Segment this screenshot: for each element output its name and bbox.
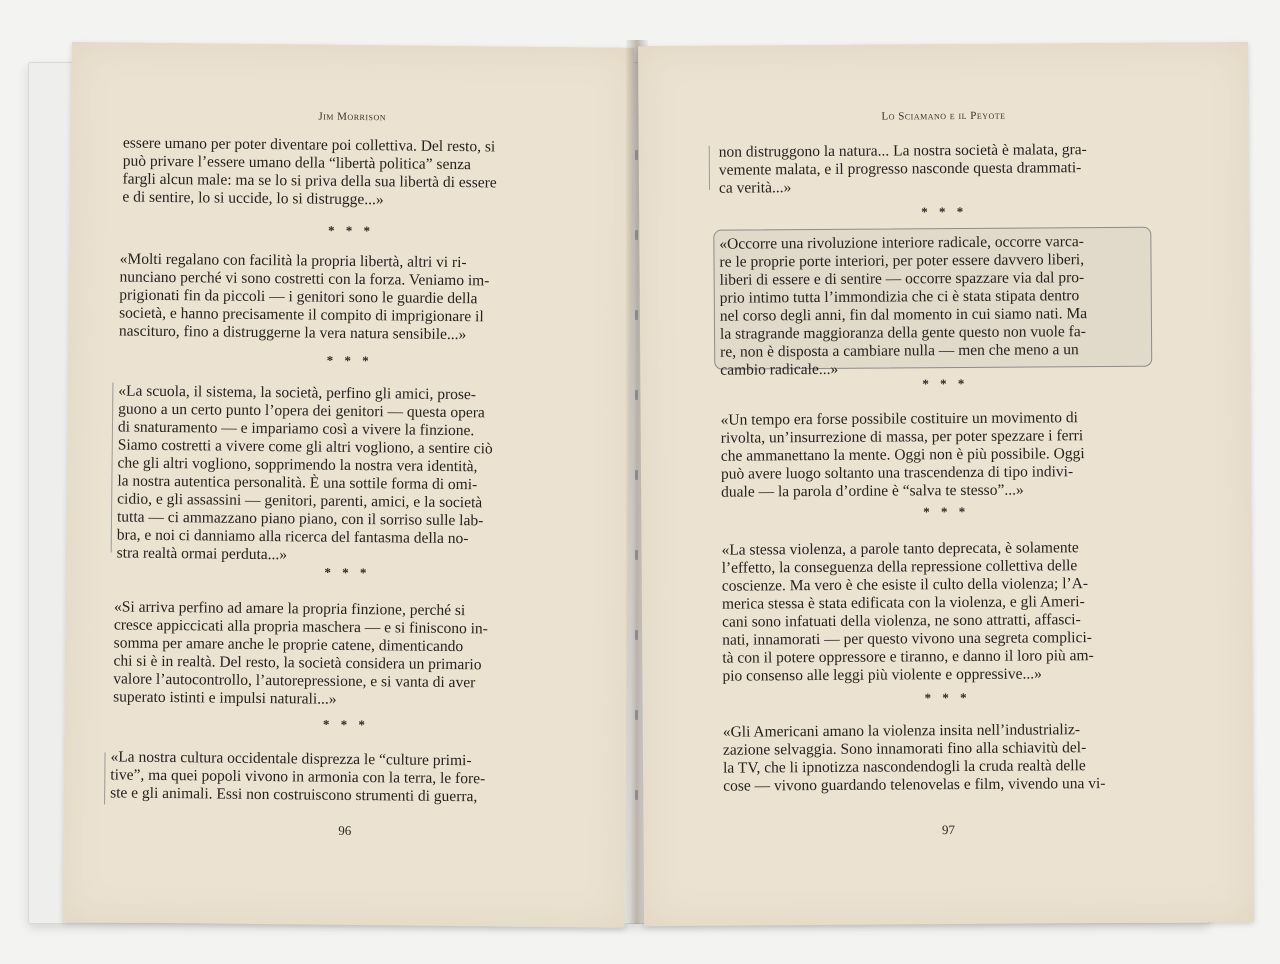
- right-paragraph-1: non distruggono la natura... La nostra società è malata, gra- vemente malata, e il progresso nasconde questa drammati- ca verità...»: [718, 141, 1087, 197]
- right-separator-1: * * *: [921, 203, 968, 220]
- right-paragraph-4: «La stessa violenza, a parole tanto deprecata, è solamente l’effetto, la conseguenza della repressione collettiva delle coscienze. Ma vero è che esiste il culto della violenza; l’A- merica stessa è stata edificata con la violenza, e gli Ameri- cani sono infatuati della violenza, ne sono attratti, affasci- nati, innamorati — per questo vivono una segreta complici- tà con il potere oppressore e tiranno, e danno il loro più am- pio consenso alle leggi più violente e oppressive...»: [721, 539, 1094, 685]
- left-paragraph-2: «Molti regalano con facilità la propria libertà, altri vi ri- nunciano perché vi sono costretti con la forza. Veniamo im- prigionati fin da piccoli — i genitori sono le guardie della società, e hanno precisamente il compito di imprigionare il nascituro, fino a distruggerne la vera natura sensibile...»: [118, 250, 490, 344]
- right-paragraph-3: «Un tempo era forse possibile costituire un movimento di rivolta, un’insurrezione di massa, per poter spezzare i ferri che ammanettano la mente. Oggi non è più possibile. Oggi può avere luogo soltanto una trascendenza di tipo indivi- duale — la parola d’ordine è “salva te stesso”...»: [720, 409, 1085, 501]
- left-paragraph-3: «La scuola, il sistema, la società, perfino gli amici, prose- guono a un certo punto l’opera dei genitori — questa opera di snaturamento — e impariamo così a vivere la finzione. Siamo costretti a vivere come gli altri vogliono, a sentire ciò che gli altri vogliono, sopprimendo la nostra vera identità, la nostra autentica personalità. È una sottile forma di omi- cidio, e gli assassini — genitori, parenti, amici, e la società tutta — ci ammazzano piano piano, con il sorriso sulle lab- bra, e noi ci danniamo alla ricerca del fantasma della no- stra realtà ormai perduta...»: [116, 382, 493, 564]
- left-page: [63, 42, 634, 928]
- right-paragraph-2: «Occorre una rivoluzione interiore radicale, occorre varca- re le proprie porte interiori, per poter essere davvero liberi, liberi di essere e di sentire — occorre spazzare via dal pro- prio intimo tutta l’immondizia che ci è stata stipata dentro nel corso degli anni, fin dal momento in cui siamo nati. Ma la stragrande maggioranza della gente questo non vuole fa- re, non è disposta a cambiare nulla — men che meno a un cambio radicale...»: [719, 233, 1088, 379]
- right-page: [638, 42, 1254, 926]
- left-separator-1: * * *: [327, 222, 375, 239]
- left-page-number: 96: [338, 822, 352, 838]
- pencil-mark-right-1: [709, 146, 710, 190]
- right-paragraph-5: «Gli Americani amano la violenza insita nell’industrializ- zazione selvaggia. Sono innamorati fino alla schiavitù del- la TV, che li ipnotizza nascondendogli la cruda realtà delle cose — vivono guardando telenovelas e film, vivendo una vi-: [722, 721, 1106, 795]
- left-running-header: Jim Morrison: [318, 110, 387, 124]
- right-separator-4: * * *: [924, 689, 971, 706]
- right-separator-2: * * *: [922, 375, 969, 392]
- left-paragraph-4: «Si arriva perfino ad amare la propria finzione, perché si cresce appiccicati alla propria maschera — e si finiscono in- somma per amare anche le proprie catene, dimenticando chi si è in realtà. Del resto, la società considera un primario valore l’autocontrollo, l’autorepressione, e si vanta di aver superato istinti e impulsi naturali...»: [113, 598, 488, 708]
- right-separator-3: * * *: [923, 503, 970, 520]
- left-separator-2: * * *: [326, 352, 373, 369]
- left-paragraph-1: essere umano per poter diventare poi collettiva. Del resto, si può privare l’essere umano della “libertà politica” senza fargli alcun male: ma se lo si priva della sua libertà di essere e di sentire, lo si uccide, lo si distrugge...»: [122, 134, 497, 209]
- left-separator-3: * * *: [324, 564, 371, 581]
- right-page-number: 97: [941, 822, 956, 838]
- left-paragraph-5: «La nostra cultura occidentale disprezza le “culture primi- tive”, ma quei popoli vivono in armonia con la terra, le fore- ste e gli animali. Essi non costruiscono strumenti di guerra,: [110, 748, 486, 806]
- left-separator-4: * * *: [322, 716, 369, 733]
- right-running-header: Lo Sciamano e il Peyote: [881, 109, 1006, 123]
- pencil-mark-left-1: [111, 382, 114, 552]
- pencil-mark-left-2: [104, 752, 106, 804]
